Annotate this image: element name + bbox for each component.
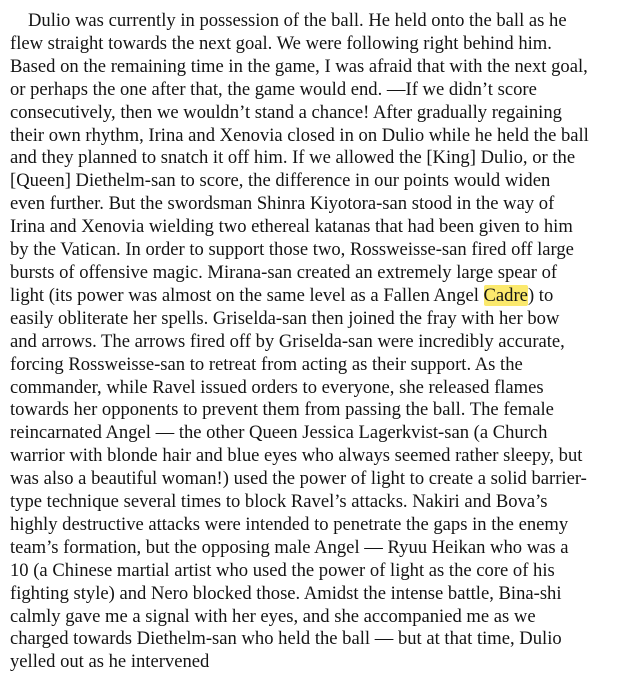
text-line: fighting style) and Nero blocked those. Amidst the intense battle, Bina-shi — [10, 582, 562, 604]
text-line: 10 (a Chinese martial artist who used the power of light as the core of his — [10, 559, 555, 581]
text-line-with-highlight — [10, 285, 613, 308]
text-line: team’s formation, but the opposing male Angel — Ryuu Heikan who was a — [10, 536, 569, 558]
text-line: charged towards Diethelm-san who held the ball — but at that time, Dulio — [10, 628, 562, 650]
text-line: warrior with blonde hair and blue eyes who always seemed rather sleepy, but — [10, 445, 583, 467]
text-line: consecutively, then we wouldn’t stand a chance! After gradually regaining — [10, 101, 562, 123]
text-line: and arrows. The arrows fired off by Griselda-san were incredibly accurate, — [10, 330, 565, 352]
text-line: Irina and Xenovia wielding two ethereal katanas that had been given to him — [10, 216, 573, 238]
text-line: reincarnated Angel — the other Queen Jessica Lagerkvist-san (a Church — [10, 422, 548, 444]
text-line: or perhaps the one after that, the game would end. —If we didn’t score — [10, 78, 537, 100]
text-line: towards her opponents to prevent them from passing the ball. The female — [10, 399, 554, 421]
text-line: was also a beautiful woman!) used the power of light to create a solid barrier- — [10, 468, 587, 490]
text-line: forcing Rossweisse-san to retreat from acting as their support. As the — [10, 353, 523, 375]
text-line: bursts of offensive magic. Mirana-san created an extremely large spear of — [10, 261, 558, 283]
text-line: Based on the remaining time in the game, I was afraid that with the next goal, — [10, 55, 588, 77]
text-line: yelled out as he intervened — [10, 651, 210, 673]
highlighted-word[interactable]: Cadre — [483, 284, 528, 306]
text-line: [Queen] Diethelm-san to score, the difference in our points would widen — [10, 170, 551, 192]
text-line: even further. But the swordsman Shinra Kiyotora-san stood in the way of — [10, 193, 555, 215]
text-line: flew straight towards the next goal. We were following right behind him. — [10, 32, 552, 54]
story-paragraph — [10, 10, 613, 674]
text-segment: light (its power was almost on the same level as a Fallen Angel — [10, 284, 484, 306]
text-segment: ) to — [527, 284, 554, 306]
text-line: commander, while Ravel issued orders to everyone, she released flames — [10, 376, 544, 398]
text-line: type technique several times to block Ravel’s attacks. Nakiri and Bova’s — [10, 491, 548, 513]
text-line: by the Vatican. In order to support those two, Rossweisse-san fired off large — [10, 239, 574, 261]
text-line: calmly gave me a signal with her eyes, and she accompanied me as we — [10, 605, 536, 627]
text-line: and they planned to snatch it off him. If we allowed the [King] Dulio, or the — [10, 147, 576, 169]
text-line: easily obliterate her spells. Griselda-san then joined the fray with her bow — [10, 307, 560, 329]
text-line: Dulio was currently in possession of the ball. He held onto the ball as he — [28, 10, 567, 31]
text-line: highly destructive attacks were intended to penetrate the gaps in the enemy — [10, 513, 569, 535]
text-line: their own rhythm, Irina and Xenovia closed in on Dulio while he held the ball — [10, 124, 589, 146]
